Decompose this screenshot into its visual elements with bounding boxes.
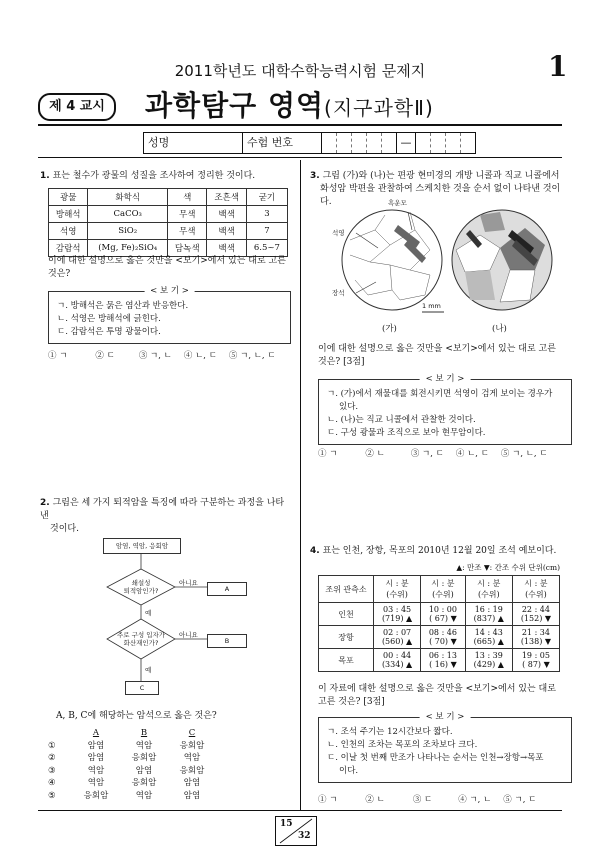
q1-cell: 백색 [207, 240, 246, 257]
q2-stem: 그림은 세 가지 퇴적암을 특징에 따라 구분하는 과정을 나타낸 [40, 498, 285, 521]
q4-station: 장항 [319, 626, 374, 649]
answer-a: 암염 [87, 740, 105, 751]
tide-time: 02 : 07 [382, 628, 412, 637]
q1-prompt [48, 255, 293, 281]
q4-legend: ▲: 만조 ▼: 간조 수위 단위(cm) [456, 563, 560, 572]
exam-no-digit[interactable] [367, 133, 382, 153]
q4-cell [374, 603, 421, 626]
exam-no-digit[interactable] [461, 133, 475, 153]
answer-c: 암염 [183, 778, 201, 788]
q2-answers-header [48, 727, 216, 740]
answer-b: 암염 [135, 765, 153, 776]
bogi-item: ㄷ. 이날 첫 번째 만조가 나타나는 순서는 인천→장항→목포 [327, 753, 544, 763]
answer-b: 응회암 [131, 778, 157, 788]
exam-no-digit[interactable] [446, 133, 461, 153]
q4-cell [421, 649, 466, 672]
tide-time: 06 : 13 [428, 651, 457, 660]
q4-table-header [319, 576, 560, 603]
tide-level: ( 67) ▼ [429, 614, 457, 623]
q4-cell [512, 626, 559, 649]
q1-table [48, 188, 288, 257]
tide-level: ( 87) ▼ [522, 660, 550, 669]
q4-prompt [318, 683, 563, 709]
bogi-label: < 보 기 > [420, 373, 471, 386]
tide-time: 10 : 00 [428, 605, 457, 614]
table-row [319, 626, 560, 649]
flow-no-1: 아니요 [179, 579, 198, 587]
thin-section-sketches [330, 200, 560, 335]
q3-prompt-line: 것은? [3점] [318, 357, 365, 367]
exam-no-digit[interactable] [337, 133, 352, 153]
th-line: (수위) [477, 590, 500, 599]
bogi-item: ㄱ. (가)에서 재물대를 회전시키면 석영이 검게 보이는 경우가 [327, 389, 553, 399]
flow-q1-line: 쇄설성 [131, 579, 151, 587]
q1-th: 색 [168, 189, 207, 206]
bogi-item: ㄱ. 방해석은 묽은 염산과 반응한다. [57, 301, 189, 311]
q4-station: 인천 [319, 603, 374, 626]
q4-cell [512, 603, 559, 626]
subject-main: 과학탐구 영역 [145, 89, 325, 122]
choice-2[interactable]: ② ㄴ [365, 795, 385, 805]
q4-stem: 표는 인천, 장항, 목포의 2010년 12월 20일 조석 예보이다. [322, 546, 557, 556]
flow-q2-line: 주로 구성 입자가 [116, 631, 166, 639]
tide-level: ( 70) ▼ [429, 637, 457, 646]
answer-row[interactable] [48, 752, 216, 765]
label-feldspar: 장석 [332, 289, 345, 297]
q4-cell [512, 649, 559, 672]
q4-cell [465, 649, 512, 672]
q1-cell: 담녹색 [168, 240, 207, 257]
subject-title [145, 84, 434, 124]
th-line: 시 : 분 [477, 579, 501, 588]
tide-level: (429) ▲ [473, 660, 504, 669]
answer-num: ⑤ [48, 790, 56, 801]
table-row [319, 649, 560, 672]
answer-b: 역암 [135, 790, 153, 801]
choice-3[interactable]: ③ ㄱ, ㄴ [138, 351, 172, 361]
th-line: 시 : 분 [431, 579, 455, 588]
choice-1[interactable]: ① ㄱ [318, 795, 338, 805]
q1-prompt-line: 이에 대한 설명으로 옳은 것만을 <보기>에서 있는 대로 고른 [48, 256, 286, 266]
bogi-item-cont: 이다. [339, 766, 359, 776]
q1-number: 1. [40, 171, 50, 181]
answer-a: 응회암 [83, 790, 109, 801]
answer-a: 역암 [87, 778, 105, 788]
exam-no-digit[interactable] [322, 133, 337, 153]
tide-time: 16 : 19 [474, 605, 503, 614]
table-row [49, 223, 288, 240]
q4-cell [421, 603, 466, 626]
answer-row[interactable] [48, 740, 216, 753]
page-total: 32 [298, 831, 311, 841]
q3-number: 3. [310, 171, 320, 181]
caption-a: (가) [382, 324, 397, 334]
q1-cell: 감람석 [49, 240, 88, 257]
label-biotite: 흑운모 [388, 199, 407, 207]
q1-cell: 백색 [207, 206, 246, 223]
q4-cell [465, 603, 512, 626]
q1-th: 광물 [49, 189, 88, 206]
q2-number: 2. [40, 498, 50, 508]
choice-5[interactable]: ⑤ ㄱ, ㄴ, ㄷ [500, 449, 548, 459]
q4-cell [465, 626, 512, 649]
q4-cell [374, 649, 421, 672]
th-line: (수위) [525, 590, 547, 599]
page-current: 15 [280, 819, 293, 829]
tide-level: (334) ▲ [381, 660, 413, 669]
q1-cell: SiO₂ [88, 223, 168, 240]
choice-1[interactable]: ① ㄱ [48, 351, 68, 361]
q1-bogi [48, 286, 291, 344]
flow-out-b: B [207, 634, 247, 648]
q1-choices [48, 349, 288, 361]
tide-time: 00 : 44 [382, 651, 412, 660]
bogi-item: ㄷ. 구성 광물과 조직으로 보아 현무암이다. [327, 428, 486, 438]
q3-figure [330, 200, 560, 335]
page-number: 1 [548, 50, 568, 83]
q1-cell: 6.5~7 [246, 240, 287, 257]
tide-level: (560) ▲ [381, 637, 413, 646]
q1-cell: 방해석 [49, 206, 88, 223]
flow-out-c: C [125, 681, 159, 695]
exam-no-label: 수험 번호 [243, 133, 322, 153]
q2-col-a: A [92, 728, 100, 738]
choice-3[interactable]: ③ ㄱ, ㄷ [410, 449, 444, 459]
q1-cell: (Mg, Fe)₂SiO₄ [88, 240, 168, 257]
tide-level: (837) ▲ [473, 614, 504, 623]
q4-cell [421, 626, 466, 649]
answer-c: 응회암 [179, 765, 205, 776]
tide-time: 21 : 34 [521, 628, 550, 637]
table-row [49, 240, 288, 257]
tide-time: 19 : 05 [521, 651, 550, 660]
column-divider [300, 160, 301, 810]
tide-level: (138) ▼ [520, 637, 552, 646]
q1-cell: 무색 [168, 206, 207, 223]
footer-rule [38, 810, 562, 811]
choice-3[interactable]: ③ ㄷ [412, 795, 433, 805]
flowchart-lines [95, 533, 280, 698]
q3-stem-line2: 화성암 박편을 관찰하여 스케치한 것을 순서 없이 나타낸 것이다. [320, 184, 561, 207]
flow-q2-line: 화산재인가? [123, 639, 159, 647]
q4-th-time [465, 576, 512, 603]
th-line: 시 : 분 [524, 579, 548, 588]
flow-question-2 [111, 631, 171, 647]
tide-time: 13 : 39 [474, 651, 503, 660]
q4-prompt-line: 고른 것은? [3점] [318, 697, 385, 707]
question-1 [40, 170, 290, 183]
page-counter [275, 816, 317, 846]
scale-bar-label: 1 mm [422, 302, 441, 310]
answer-c: 응회암 [179, 740, 205, 751]
bogi-item: ㄴ. 인천의 조차는 목포의 조차보다 크다. [327, 740, 478, 750]
exam-no-digit[interactable] [382, 133, 397, 153]
tide-time: 22 : 44 [521, 605, 550, 614]
answer-num: ② [48, 753, 56, 763]
header-rule-2 [38, 157, 562, 158]
answer-b: 응회암 [131, 753, 157, 763]
q4-number: 4. [310, 546, 320, 556]
answer-num: ④ [48, 778, 56, 788]
q2-stem-line2: 것이다. [50, 524, 79, 534]
bogi-item: ㄱ. 조석 주기는 12시간보다 짧다. [327, 727, 453, 737]
header-rule [38, 124, 562, 126]
q1-th: 굳기 [246, 189, 287, 206]
bogi-item: ㄴ. (나)는 직교 니콜에서 관찰한 것이다. [327, 415, 476, 425]
exam-no-digit[interactable] [431, 133, 446, 153]
session-badge: 제 4 교시 [38, 93, 116, 121]
table-row [49, 206, 288, 223]
q3-bogi [318, 374, 572, 445]
bogi-item-cont: 있다. [339, 402, 359, 412]
tide-time: 08 : 46 [428, 628, 457, 637]
q2-flowchart [95, 533, 280, 698]
th-line: 시 : 분 [385, 579, 409, 588]
q1-cell: 3 [246, 206, 287, 223]
bogi-label: < 보 기 > [420, 711, 471, 724]
exam-no-dash: — [397, 133, 416, 153]
flow-out-a: A [207, 582, 247, 596]
q1-th: 화학식 [88, 189, 168, 206]
subject-sub: (지구과학Ⅱ) [324, 96, 434, 120]
q4-prompt-line: 이 자료에 대한 설명으로 옳은 것만을 <보기>에서 있는 대로 [318, 684, 556, 694]
q4-bogi [318, 712, 572, 783]
id-row [143, 132, 476, 154]
q3-choices [318, 447, 560, 459]
caption-b: (나) [492, 324, 507, 334]
choice-2[interactable]: ② ㄴ [365, 449, 385, 459]
flow-question-1 [115, 579, 167, 595]
q4-th-time [512, 576, 559, 603]
choice-1[interactable]: ① ㄱ [318, 449, 338, 459]
answer-b: 역암 [135, 740, 153, 751]
q4-th-time [374, 576, 421, 603]
q4-station: 목포 [319, 649, 374, 672]
name-label: 성명 [144, 133, 243, 153]
choice-5[interactable]: ⑤ ㄱ, ㄴ, ㄷ [228, 351, 276, 361]
flow-yes-1: 예 [145, 609, 152, 617]
q4-th-station: 조위 관측소 [319, 576, 374, 603]
th-line: (수위) [432, 590, 454, 599]
table-row [319, 603, 560, 626]
answer-a: 역암 [87, 765, 105, 776]
q1-prompt-line: 것은? [48, 269, 71, 279]
q1-cell: CaCO₃ [88, 206, 168, 223]
answer-num: ③ [48, 765, 56, 776]
tide-level: ( 16) ▼ [429, 660, 457, 669]
q1-th: 조흔색 [207, 189, 246, 206]
flow-start-box: 암염, 역암, 응회암 [103, 538, 181, 554]
flow-yes-2: 예 [145, 666, 152, 674]
q4-th-time [421, 576, 466, 603]
tide-level: (152) ▼ [520, 614, 552, 623]
bogi-item: ㄴ. 석영은 방해석에 긁힌다. [57, 314, 161, 324]
q3-prompt [318, 343, 563, 369]
tide-level: (665) ▲ [473, 637, 504, 646]
q4-choices [318, 793, 548, 805]
question-4 [310, 545, 562, 558]
exam-no-digit[interactable] [416, 133, 431, 153]
answer-c: 역암 [183, 753, 201, 763]
q1-table-header [49, 189, 288, 206]
flow-q1-line: 퇴적암인가? [123, 587, 159, 595]
q1-cell: 백색 [207, 223, 246, 240]
answer-a: 암염 [87, 753, 105, 763]
bogi-label: < 보 기 > [144, 285, 195, 298]
q3-stem: 그림 (가)와 (나)는 편광 현미경의 개방 니콜과 직교 니콜에서 [322, 171, 560, 181]
tide-time: 03 : 45 [382, 605, 412, 614]
q2-prompt: A, B, C에 해당하는 암석으로 옳은 것은? [56, 711, 217, 721]
q3-prompt-line: 이에 대한 설명으로 옳은 것만을 <보기>에서 있는 대로 고른 [318, 344, 556, 354]
exam-title: 2011학년도 대학수학능력시험 문제지 [174, 62, 426, 80]
choice-4[interactable]: ④ ㄴ, ㄷ [455, 449, 489, 459]
answer-row[interactable] [48, 765, 216, 778]
tide-time: 14 : 43 [474, 628, 503, 637]
tide-level: (719) ▲ [381, 614, 413, 623]
answer-c: 암염 [183, 790, 201, 801]
flow-no-2: 아니요 [179, 631, 198, 639]
choice-4[interactable]: ④ ㄴ, ㄷ [183, 351, 217, 361]
q2-answers [48, 727, 216, 802]
th-line: (수위) [386, 590, 408, 599]
q4-cell [374, 626, 421, 649]
q1-cell: 석영 [49, 223, 88, 240]
q1-cell: 무색 [168, 223, 207, 240]
q2-col-c: C [188, 728, 196, 738]
answer-row[interactable] [48, 790, 216, 803]
question-2 [40, 497, 290, 536]
q1-stem: 표는 철수가 광물의 성질을 조사하여 정리한 것이다. [52, 171, 256, 181]
q4-table [318, 575, 560, 672]
label-quartz: 석영 [332, 229, 345, 237]
answer-row[interactable] [48, 777, 216, 790]
choice-2[interactable]: ② ㄷ [95, 351, 115, 361]
choice-5[interactable]: ⑤ ㄱ, ㄷ [503, 795, 537, 805]
answer-num: ① [48, 740, 56, 751]
q2-col-b: B [140, 728, 148, 738]
q1-cell: 7 [246, 223, 287, 240]
choice-4[interactable]: ④ ㄱ, ㄴ [458, 795, 492, 805]
bogi-item: ㄷ. 감람석은 투명 광물이다. [57, 327, 161, 337]
exam-no-digit[interactable] [352, 133, 367, 153]
